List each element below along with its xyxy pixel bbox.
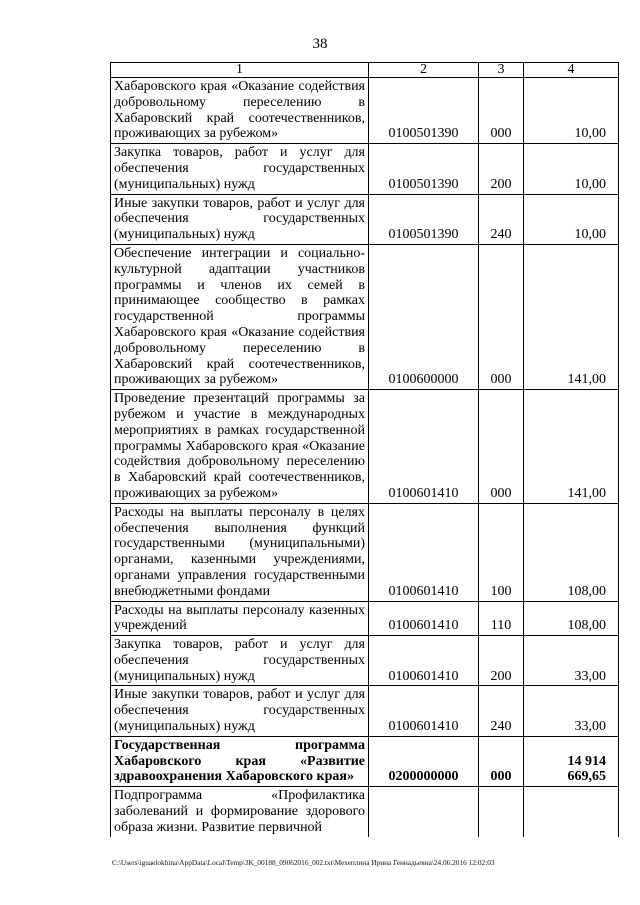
column-header-1: 1	[111, 63, 369, 78]
budget-code: 0100601410	[369, 390, 479, 504]
amount-value: 14 914 669,65	[524, 736, 619, 786]
line-item-name: Расходы на выплаты персоналу в целях обеспечения выполнения функций государственными (муниципальными) органами, казенными учреждениями, органами управления государственными внебюджетными фондами	[111, 503, 369, 601]
table-row	[111, 503, 619, 601]
budget-code: 0100501390	[369, 144, 479, 194]
page-number: 38	[312, 36, 328, 52]
expense-type-code: 000	[479, 244, 524, 389]
column-header-3: 3	[479, 63, 524, 78]
column-number-row	[111, 63, 619, 78]
line-item-name: Закупка товаров, работ и услуг для обеспечения государственных (муниципальных) нужд	[111, 144, 369, 194]
amount-value: 10,00	[524, 144, 619, 194]
table-row	[111, 390, 619, 504]
budget-code: 0100601410	[369, 636, 479, 686]
line-item-name: Обеспечение интеграции и социально-культурной адаптации участников программы и членов их семей в принимающее сообщество в рамках государственной программы Хабаровского края «Оказание содействия добровольному переселению в Хабаровский край соотечественников, проживающих за рубежом»	[111, 244, 369, 389]
line-item-name: Государственная программа Хабаровского края «Развитие здравоохранения Хабаровского края»	[111, 736, 369, 786]
amount-value: 33,00	[524, 636, 619, 686]
table-row	[111, 736, 619, 786]
amount-value: 141,00	[524, 244, 619, 389]
amount-value: 10,00	[524, 78, 619, 144]
column-header-4: 4	[524, 63, 619, 78]
table-row	[111, 244, 619, 389]
budget-table-body	[111, 63, 619, 837]
expense-type-code: 000	[479, 78, 524, 144]
expense-type-code: 110	[479, 601, 524, 636]
expense-type-code	[479, 787, 524, 837]
line-item-name: Хабаровского края «Оказание содействия добровольному переселению в Хабаровский край соотечественников, проживающих за рубежом»	[111, 78, 369, 144]
column-header-2: 2	[369, 63, 479, 78]
expense-type-code: 200	[479, 636, 524, 686]
expense-type-code: 240	[479, 686, 524, 736]
amount-value: 141,00	[524, 390, 619, 504]
line-item-name: Иные закупки товаров, работ и услуг для обеспечения государственных (муниципальных) нужд	[111, 194, 369, 244]
budget-table	[110, 62, 619, 837]
line-item-name: Проведение презентаций программы за рубежом и участие в международных мероприятиях в рамках государственной программы Хабаровского края «Оказание содействия добровольному переселению в Хабаровский край соотечественников, проживающих за рубежом»	[111, 390, 369, 504]
budget-code: 0100601410	[369, 601, 479, 636]
amount-value: 108,00	[524, 601, 619, 636]
budget-code: 0100601410	[369, 503, 479, 601]
amount-value: 33,00	[524, 686, 619, 736]
expense-type-code: 000	[479, 736, 524, 786]
table-row	[111, 636, 619, 686]
budget-code: 0100601410	[369, 686, 479, 736]
expense-type-code: 100	[479, 503, 524, 601]
line-item-name: Подпрограмма «Профилактика заболеваний и формирование здорового образа жизни. Развитие первичной	[111, 787, 369, 837]
budget-code: 0100600000	[369, 244, 479, 389]
table-row	[111, 787, 619, 837]
amount-value: 10,00	[524, 194, 619, 244]
budget-code: 0100501390	[369, 78, 479, 144]
budget-code: 0100501390	[369, 194, 479, 244]
file-path-footer: C:\Users\iguaelokhina\AppData\Local\Temp\3K_00188_09062016_002.txt\Мехеплина Ирина Геннадьевна\24.06.2016 12:02:03	[112, 858, 495, 867]
line-item-name: Расходы на выплаты персоналу казенных учреждений	[111, 601, 369, 636]
table-row	[111, 144, 619, 194]
table-row	[111, 601, 619, 636]
amount-value: 108,00	[524, 503, 619, 601]
line-item-name: Закупка товаров, работ и услуг для обеспечения государственных (муниципальных) нужд	[111, 636, 369, 686]
budget-code	[369, 787, 479, 837]
budget-code: 0200000000	[369, 736, 479, 786]
expense-type-code: 200	[479, 144, 524, 194]
expense-type-code: 000	[479, 390, 524, 504]
amount-value	[524, 787, 619, 837]
line-item-name: Иные закупки товаров, работ и услуг для обеспечения государственных (муниципальных) нужд	[111, 686, 369, 736]
expense-type-code: 240	[479, 194, 524, 244]
table-row	[111, 686, 619, 736]
table-row	[111, 194, 619, 244]
table-row	[111, 78, 619, 144]
